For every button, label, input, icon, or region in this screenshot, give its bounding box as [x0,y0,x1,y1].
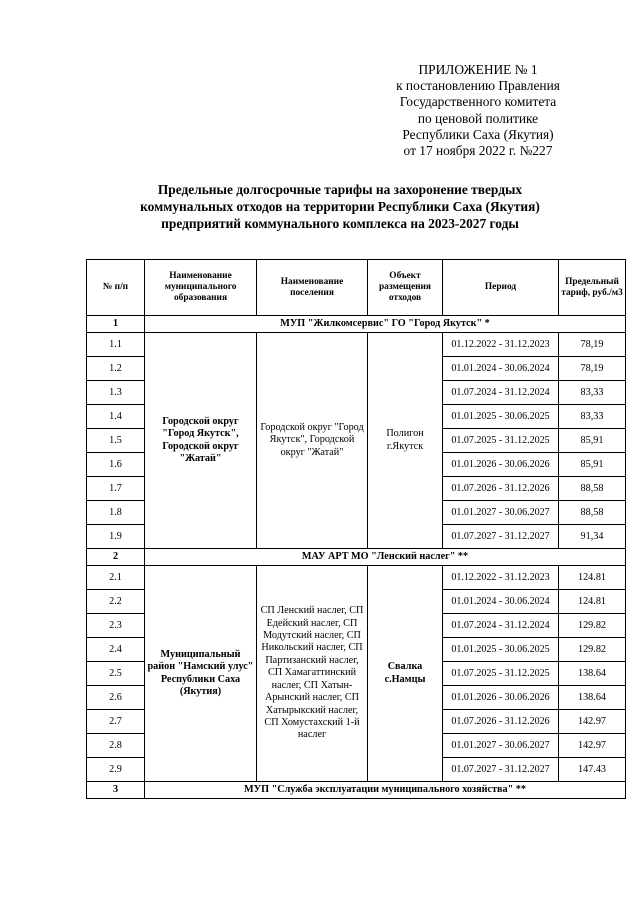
tariff-cell: 129.82 [559,614,626,638]
period-cell: 01.07.2024 - 31.12.2024 [443,381,559,405]
row-num: 1.7 [87,477,145,501]
period-cell: 01.12.2022 - 31.12.2023 [443,333,559,357]
period-cell: 01.07.2025 - 31.12.2025 [443,662,559,686]
row-num: 2.3 [87,614,145,638]
table-row [87,566,626,590]
object-cell: Полигон г.Якутск [368,333,443,549]
row-num: 2.7 [87,710,145,734]
appendix-line: Государственного комитета [399,94,557,110]
period-cell: 01.01.2027 - 30.06.2027 [443,734,559,758]
header-tariff: Предельный тариф, руб./м3 [559,260,626,316]
row-num: 2.2 [87,590,145,614]
group-num: 1 [87,316,145,333]
tariff-cell: 142.97 [559,734,626,758]
municipality-cell: Муниципальный район "Намский улус" Республики Саха (Якутия) [145,566,257,782]
tariff-cell: 83,33 [559,381,626,405]
appendix-line: от 17 ноября 2022 г. №227 [403,143,553,159]
table-header-row [87,260,626,316]
header-municipality: Наименование муниципального образования [145,260,257,316]
tariff-cell: 83,33 [559,405,626,429]
period-cell: 01.01.2024 - 30.06.2024 [443,357,559,381]
row-num: 1.9 [87,525,145,549]
period-cell: 01.07.2024 - 31.12.2024 [443,614,559,638]
row-num: 1.3 [87,381,145,405]
period-cell: 01.01.2026 - 30.06.2026 [443,453,559,477]
appendix-line: по ценовой политике [417,110,539,126]
group-row [87,782,626,799]
tariff-cell: 78,19 [559,357,626,381]
header-settlement: Наименование поселения [257,260,368,316]
period-cell: 01.01.2024 - 30.06.2024 [443,590,559,614]
period-cell: 01.01.2026 - 30.06.2026 [443,686,559,710]
appendix-header [360,62,596,159]
appendix-line: ПРИЛОЖЕНИЕ № 1 [418,62,538,77]
title-line: Предельные долгосрочные тарифы на захоронение твердых [157,182,523,197]
header-object: Объект размещения отходов [368,260,443,316]
tariff-cell: 85,91 [559,453,626,477]
document-title [70,181,610,232]
period-cell: 01.07.2027 - 31.12.2027 [443,758,559,782]
appendix-line: Республики Саха (Якутия) [402,126,554,142]
period-cell: 01.07.2027 - 31.12.2027 [443,525,559,549]
tariff-cell: 138.64 [559,662,626,686]
row-num: 2.4 [87,638,145,662]
row-num: 2.6 [87,686,145,710]
title-line: коммунальных отходов на территории Республики Саха (Якутия) [140,199,540,214]
tariff-cell: 91,34 [559,525,626,549]
title-line: предприятий коммунального комплекса на 2023-2027 годы [161,216,519,231]
period-cell: 01.07.2026 - 31.12.2026 [443,710,559,734]
row-num: 1.2 [87,357,145,381]
group-enterprise-name: МУП "Служба эксплуатации муниципального хозяйства" ** [145,782,626,799]
header-period: Период [443,260,559,316]
row-num: 2.1 [87,566,145,590]
group-num: 2 [87,549,145,566]
row-num: 1.4 [87,405,145,429]
tariff-cell: 124.81 [559,590,626,614]
municipality-cell: Городской округ "Город Якутск", Городской округ "Жатай" [145,333,257,549]
row-num: 2.9 [87,758,145,782]
period-cell: 01.01.2025 - 30.06.2025 [443,638,559,662]
tariff-cell: 138.64 [559,686,626,710]
appendix-line: к постановлению Правления [396,78,560,94]
settlement-cell: СП Ленский наслег, СП Едейский наслег, СП Модутский наслег, СП Никольский наслег, СП Партизанский наслег, СП Хамагаттинский наслег, СП Хатын-Арынский наслег, СП Хатырыкский наслег, СП Хомустахский 1-й наслег [257,566,368,782]
period-cell: 01.12.2022 - 31.12.2023 [443,566,559,590]
tariff-cell: 78,19 [559,333,626,357]
period-cell: 01.07.2026 - 31.12.2026 [443,477,559,501]
tariff-cell: 85,91 [559,429,626,453]
row-num: 1.8 [87,501,145,525]
group-num: 3 [87,782,145,799]
row-num: 2.5 [87,662,145,686]
row-num: 1.5 [87,429,145,453]
period-cell: 01.01.2025 - 30.06.2025 [443,405,559,429]
period-cell: 01.01.2027 - 30.06.2027 [443,501,559,525]
group-enterprise-name: МАУ АРТ МО "Ленский наслег" ** [145,549,626,566]
settlement-cell: Городской округ "Город Якутск", Городской округ "Жатай" [257,333,368,549]
tariff-cell: 147.43 [559,758,626,782]
tariff-cell: 129.82 [559,638,626,662]
tariffs-table [86,259,626,799]
group-row [87,316,626,333]
row-num: 2.8 [87,734,145,758]
header-num: № п/п [87,260,145,316]
group-row [87,549,626,566]
period-cell: 01.07.2025 - 31.12.2025 [443,429,559,453]
table-row [87,333,626,357]
tariff-cell: 88,58 [559,501,626,525]
group-enterprise-name: МУП "Жилкомсервис" ГО "Город Якутск" * [145,316,626,333]
object-cell: Свалка с.Намцы [368,566,443,782]
tariff-cell: 124.81 [559,566,626,590]
row-num: 1.6 [87,453,145,477]
tariff-cell: 142.97 [559,710,626,734]
tariff-cell: 88,58 [559,477,626,501]
row-num: 1.1 [87,333,145,357]
